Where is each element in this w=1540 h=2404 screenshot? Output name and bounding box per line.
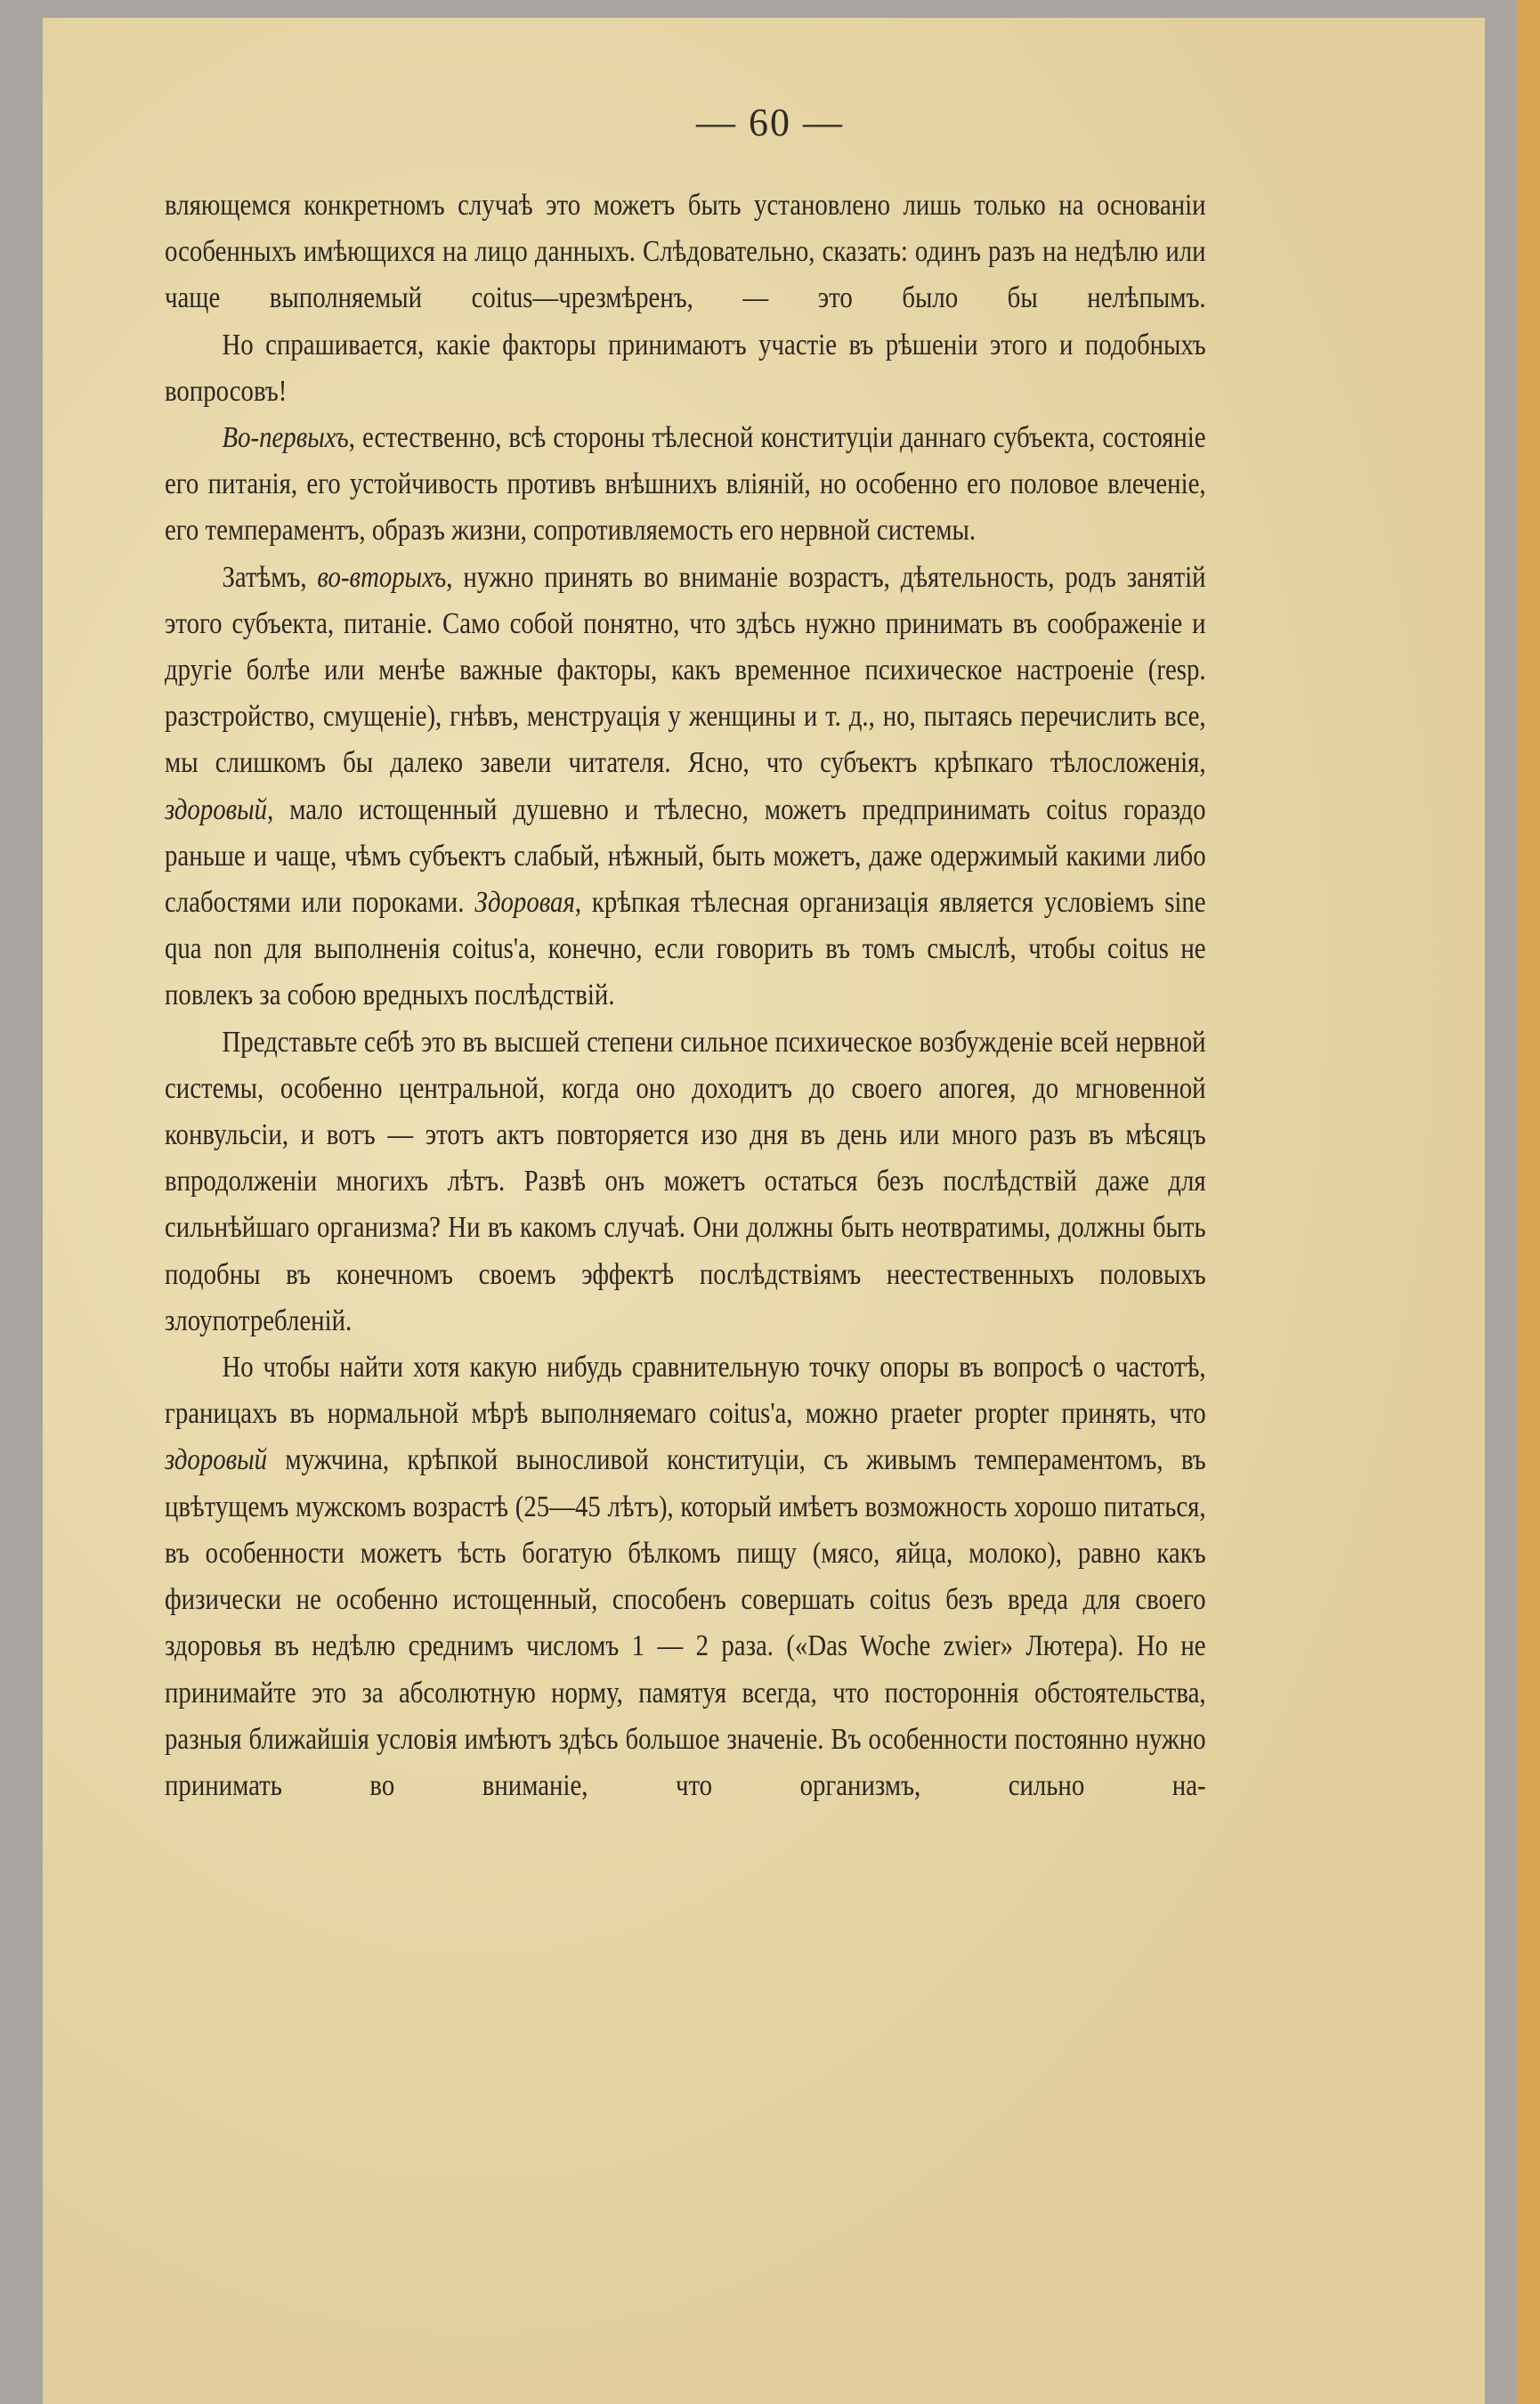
page-edge [1517,0,1540,2404]
paragraph-3-text: , естественно, всѣ стороны тѣлесной конституціи даннаго субъекта, состояніе его питанія, его устойчивость противъ внѣшнихъ вліяній, но особенно его половое влеченіе, его темпераментъ, образъ жизни, сопротивляемость его нервной системы. [165,421,1206,548]
italic-3: Здоровая [474,886,575,920]
paragraph-4-text-1: , нужно принять во вниманіе возрастъ, дѣятельность, родъ занятій этого субъекта, питаніе. Само собой понятно, что здѣсь нужно принимать въ соображеніе и другіе болѣе или менѣе важные факторы, какъ временное психическое настроеніе (resp. разстройство, смущеніе), гнѣвъ, менструація у женщины и т. д., но, пытаясь перечислить все, мы слишкомъ бы далеко завели читателя. Ясно, что субъектъ крѣпкаго тѣлосложенія, [165,560,1206,780]
italic-2: здоровый [165,792,268,826]
paragraph-2: Но спрашивается, какіе факторы принимаютъ участіе въ рѣшеніи этого и подобныхъ вопросовъ! [165,328,1206,408]
page-number: — 60 — [696,101,844,144]
paragraph-6-text-1: мужчина, крѣпкой выносливой конституціи, съ живымъ темпераментомъ, въ цвѣтущемъ мужскомъ возрастѣ (25—45 лѣтъ), который имѣетъ возможность хорошо питаться, въ особенности можетъ ѣсть богатую бѣлкомъ пищу (мясо, яйца, молоко), равно какъ физически не особенно истощенный, способенъ совершать coitus безъ вреда для своего здоровья въ недѣлю среднимъ числомъ 1 — 2 раза. («Das Woche zwier» Лютера). Но не принимайте это за абсолютную норму, памятуя всегда, что постороннія обстоятельства, разныя ближайшія условія имѣютъ здѣсь большое значеніе. Въ особенности постоянно нужно принимать во вниманіе, что организмъ, сильно на- [165,1443,1206,1802]
paragraph-4-lead: Затѣмъ, [222,560,318,594]
paragraph-5: Представьте себѣ это въ высшей степени сильное психическое возбужденіе всей нервной системы, особенно центральной, когда оно доходитъ до своего апогея, до мгновенной конвульсіи, и вотъ — этотъ актъ повторяется изо дня въ день или много разъ въ мѣсяцъ впродолженіи многихъ лѣтъ. Развѣ онъ можетъ остаться безъ послѣдствій даже для сильнѣйшаго организма? Ни въ какомъ случаѣ. Они должны быть неотвратимы, должны быть подобны въ конечномъ своемъ эффектѣ послѣдствіямъ неестественныхъ половыхъ злоупотребленій. [165,1025,1206,1337]
paragraph-4-text-2: , мало истощенный душевно и тѣлесно, можетъ предпринимать coitus гораздо раньше и чаще, чѣмъ субъектъ слабый, нѣжный, быть можетъ, даже одержимый какими либо слабостями или пороками. [165,792,1206,920]
italic-lead: Во-первыхъ [222,421,349,455]
paragraph-4-text-3: , крѣпкая тѣлесная организація является условіемъ sine qua non для выполненія coitus'a, конечно, если говорить въ томъ смыслѣ, чтобы coitus не повлекъ за собою вредныхъ послѣдствій. [165,886,1206,1012]
italic-1: во-вторыхъ [317,560,447,594]
body-text [165,183,1206,1809]
paragraph-1: вляющемся конкретномъ случаѣ это можетъ быть установлено лишь только на основаніи особенныхъ имѣющихся на лицо данныхъ. Слѣдовательно, сказать: одинъ разъ на недѣлю или чаще выполняемый coitus—чрезмѣренъ, — это было бы нелѣпымъ. [165,189,1206,315]
paragraph-6 [165,1344,1206,1809]
paragraph-6-lead: Но чтобы найти хотя какую нибудь сравнительную точку опоры въ вопросѣ о частотѣ, границахъ въ нормальной мѣрѣ выполняемаго coitus'a, можно praeter propter принять, что [165,1351,1206,1431]
paragraph-4 [165,555,1206,1019]
italic-1: здоровый [165,1443,268,1477]
paragraph-3 [165,415,1206,555]
